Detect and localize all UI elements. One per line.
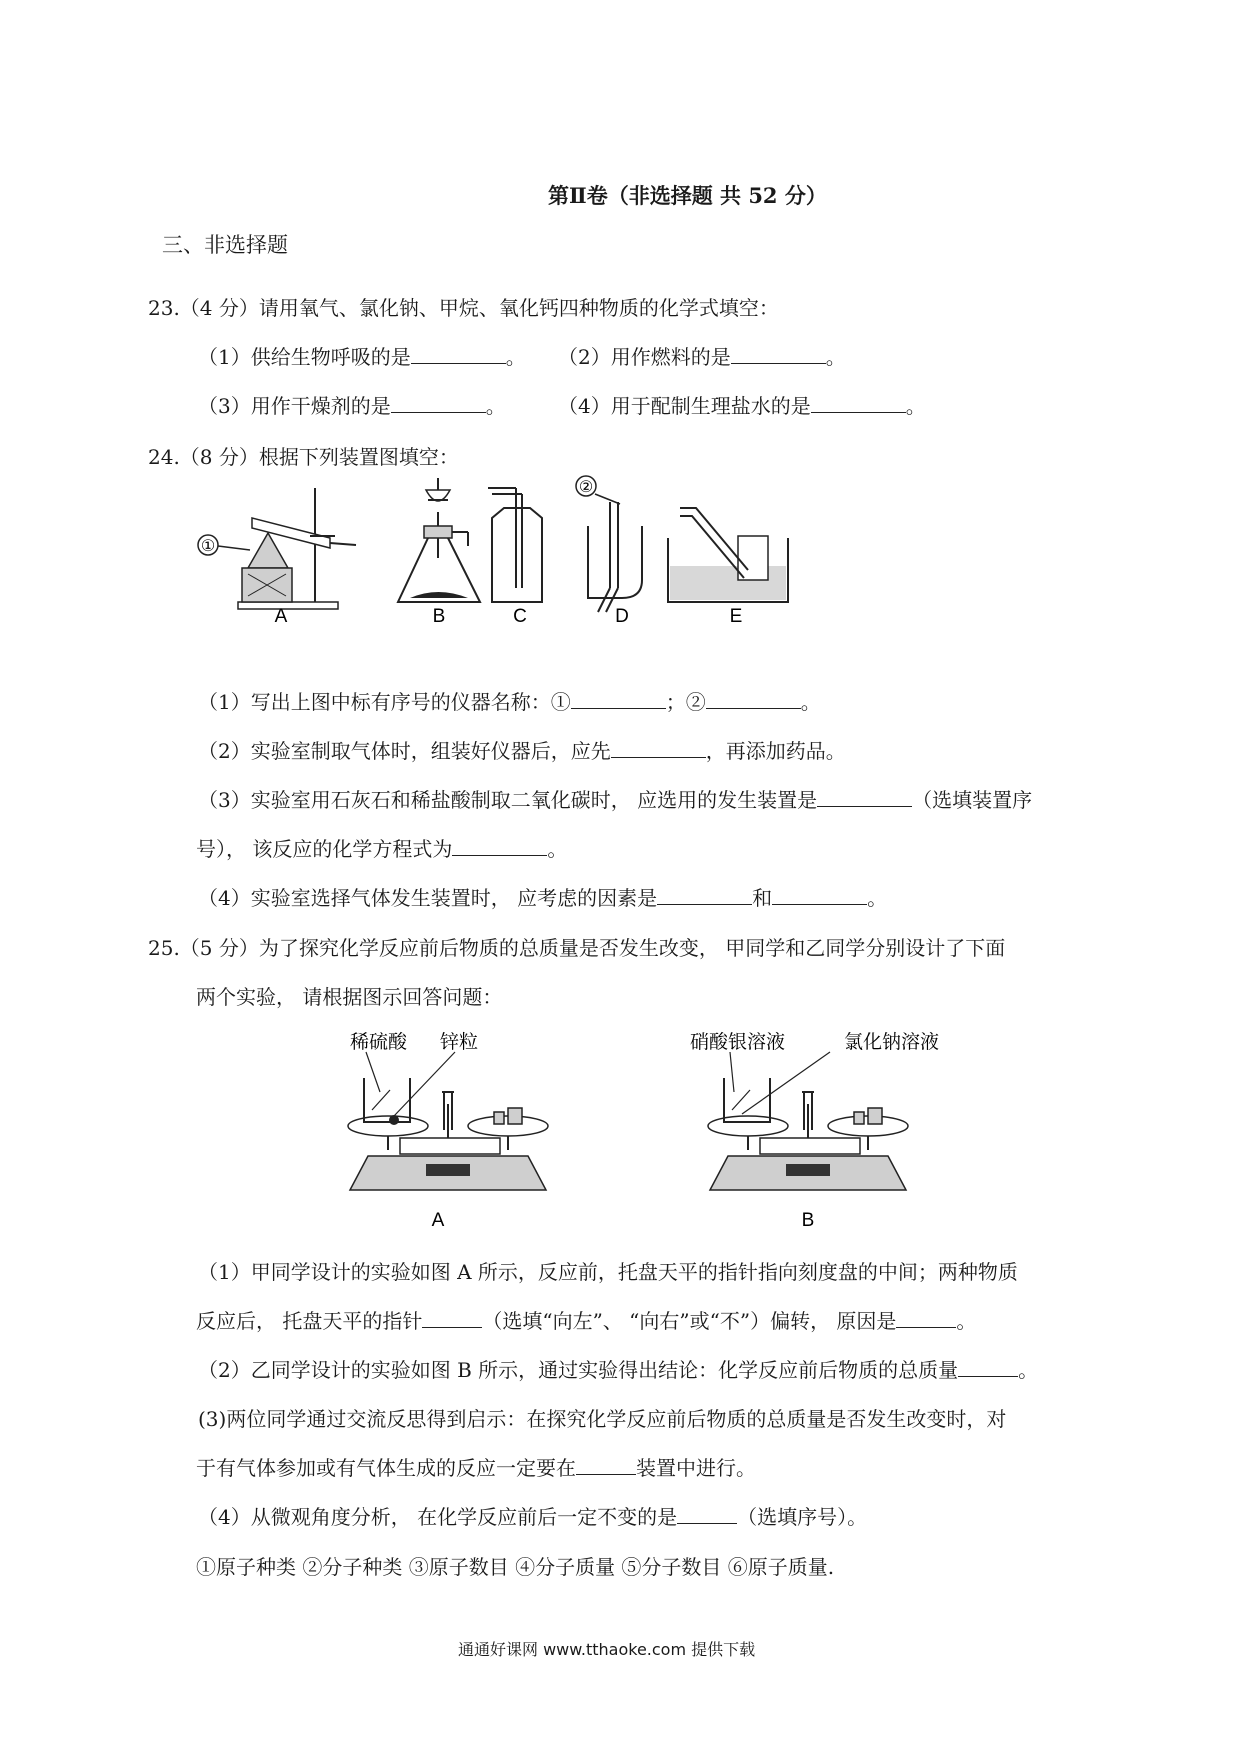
- q24-item-1-mid: ；②: [665, 690, 706, 714]
- q25-item-1-end: 。: [956, 1309, 977, 1333]
- q24-item-1: [198, 686, 821, 715]
- fig-b-label-sodium-chloride: 氯化钠溶液: [844, 1031, 940, 1053]
- answer-blank[interactable]: [958, 1358, 1018, 1377]
- q25-stem-line-2: 两个实验， 请根据图示回答问题：: [196, 985, 503, 1009]
- q25-item-1-mid: （选填“向左”、 “向右”或“不”）偏转， 原因是: [482, 1309, 897, 1333]
- answer-blank[interactable]: [706, 690, 801, 709]
- q24-item-2-end: ，再添加药品。: [705, 739, 846, 763]
- q23-item-1-text: （1）供给生物呼吸的是: [198, 345, 411, 369]
- fig-a-caption: A: [431, 1210, 445, 1231]
- q24-item-3-mid: （选填装置序: [912, 788, 1033, 812]
- q23-item-4: [558, 390, 926, 419]
- fig-label-d: D: [615, 606, 629, 627]
- answer-blank[interactable]: [422, 1309, 482, 1328]
- fig-label-e: E: [729, 606, 743, 627]
- q23-item-3-end: 。: [485, 394, 506, 418]
- footer-source: 通通好课网 www.tthaoke.com 提供下载: [458, 1640, 756, 1659]
- q23-item-2-end: 。: [825, 345, 846, 369]
- q24-item-3-text: （3）实验室用石灰石和稀盐酸制取二氧化碳时， 应选用的发生装置是: [198, 788, 818, 812]
- q23-item-3: [198, 390, 506, 419]
- answer-blank[interactable]: [896, 1309, 956, 1328]
- q23-item-2-text: （2）用作燃料的是: [558, 345, 731, 369]
- fig-b-caption: B: [801, 1210, 815, 1231]
- q24-item-3: [198, 784, 1032, 813]
- fig-label-c: C: [513, 606, 527, 627]
- q25-item-4-text: （4）从微观角度分析， 在化学反应前后一定不变的是: [198, 1505, 678, 1529]
- apparatus-c: [488, 488, 542, 602]
- q25-options: ①原子种类 ②分子种类 ③原子数目 ④分子质量 ⑤分子数目 ⑥原子质量.: [196, 1555, 835, 1579]
- answer-blank[interactable]: [731, 345, 826, 364]
- q23-item-4-end: 。: [905, 394, 926, 418]
- answer-blank[interactable]: [452, 837, 547, 856]
- q25-item-2: [198, 1354, 1038, 1383]
- marker-2: ②: [578, 477, 594, 496]
- q23-item-2: [558, 341, 846, 370]
- q24-item-3-cont-text: 号）， 该反应的化学方程式为: [196, 837, 453, 861]
- answer-blank[interactable]: [772, 886, 867, 905]
- q24-item-2: [198, 735, 846, 764]
- fig-label-a: A: [274, 606, 288, 627]
- apparatus-d: [588, 494, 642, 612]
- q25-item-3-end: 装置中进行。: [636, 1456, 756, 1480]
- fig-label-b: B: [432, 606, 446, 627]
- q23-item-4-text: （4）用于配制生理盐水的是: [558, 394, 811, 418]
- q25-item-4: [198, 1501, 867, 1530]
- q23-item-1: [198, 341, 526, 370]
- answer-blank[interactable]: [657, 886, 752, 905]
- answer-blank[interactable]: [576, 1456, 636, 1475]
- marker-1: ①: [200, 536, 216, 555]
- q23-item-3-text: （3）用作干燥剂的是: [198, 394, 391, 418]
- answer-blank[interactable]: [571, 690, 666, 709]
- apparatus-e: [668, 508, 788, 602]
- q23-item-1-end: 。: [505, 345, 526, 369]
- q25-item-2-end: 。: [1018, 1358, 1039, 1382]
- q25-item-1-cont: [196, 1305, 976, 1334]
- section-title: 三、非选择题: [162, 233, 288, 257]
- answer-blank[interactable]: [811, 394, 906, 413]
- answer-blank[interactable]: [677, 1505, 737, 1524]
- q24-item-1-end: 。: [800, 690, 821, 714]
- apparatus-a: [218, 488, 356, 609]
- q25-item-1: （1）甲同学设计的实验如图 A 所示，反应前，托盘天平的指针指向刻度盘的中间；两种物质: [198, 1260, 1018, 1284]
- q23-stem: 23.（4 分）请用氧气、氯化钠、甲烷、氧化钙四种物质的化学式填空：: [148, 296, 779, 320]
- answer-blank[interactable]: [817, 788, 912, 807]
- q25-item-4-end: （选填序号）。: [737, 1505, 868, 1529]
- balance-a: [348, 1078, 548, 1190]
- fig-a-label-sulfuric-acid: 稀硫酸: [350, 1031, 408, 1053]
- q25-item-1-cont-text: 反应后， 托盘天平的指针: [196, 1309, 423, 1333]
- balance-figure: [330, 1030, 970, 1230]
- apparatus-b: [398, 478, 480, 602]
- q24-stem: 24.（8 分）根据下列装置图填空：: [148, 445, 459, 469]
- q24-item-4-end: 。: [867, 886, 888, 910]
- q24-item-3-end: 。: [547, 837, 568, 861]
- answer-blank[interactable]: [411, 345, 506, 364]
- apparatus-figure: [190, 477, 1020, 627]
- part-title: 第Ⅱ卷（非选择题 共 52 分）: [548, 183, 827, 208]
- q24-item-4: [198, 882, 887, 911]
- q24-item-4-mid: 和: [752, 886, 773, 910]
- fig-a-label-zinc: 锌粒: [440, 1031, 479, 1053]
- q24-item-4-text: （4）实验室选择气体发生装置时， 应考虑的因素是: [198, 886, 658, 910]
- q25-item-3-cont: [196, 1452, 756, 1481]
- q24-item-1-text: （1）写出上图中标有序号的仪器名称：①: [198, 690, 571, 714]
- answer-blank[interactable]: [391, 394, 486, 413]
- answer-blank[interactable]: [611, 739, 706, 758]
- q25-item-3: (3)两位同学通过交流反思得到启示：在探究化学反应前后物质的总质量是否发生改变时，对: [198, 1407, 1007, 1431]
- q25-item-3-cont-text: 于有气体参加或有气体生成的反应一定要在: [196, 1456, 576, 1480]
- q25-item-2-text: （2）乙同学设计的实验如图 B 所示，通过实验得出结论：化学反应前后物质的总质量: [198, 1358, 959, 1382]
- q25-stem-line-1: 25.（5 分）为了探究化学反应前后物质的总质量是否发生改变， 甲同学和乙同学分别设计了下面: [148, 936, 1006, 960]
- q24-item-3-cont: [196, 833, 567, 862]
- fig-b-label-silver-nitrate: 硝酸银溶液: [690, 1031, 786, 1053]
- balance-b: [708, 1078, 908, 1190]
- q24-item-2-text: （2）实验室制取气体时，组装好仪器后，应先: [198, 739, 611, 763]
